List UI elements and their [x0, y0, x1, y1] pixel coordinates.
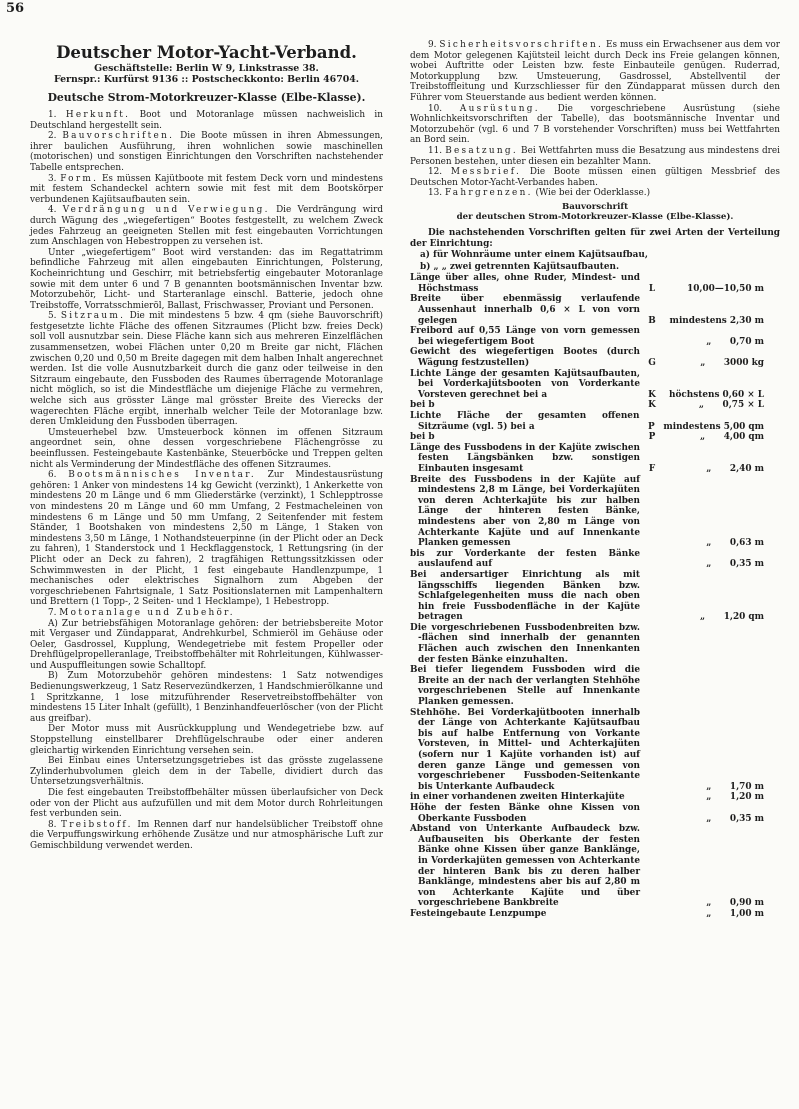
paragraph [30, 110, 383, 131]
paragraph-text: Die Verdrängung wird durch Wägung des „wiegefertigen“ Bootes festgestellt, zu welchem Zweck jedes Fahrzeug an geeigneten Stellen mit fest eingebauten Vorrichtungen zum Anschlagen von Hebestroppen zu versehen ist. [30, 205, 384, 248]
spec-symbol: P [648, 432, 656, 443]
paragraph [30, 428, 383, 470]
paragraph-heading: Treibstoff. [61, 819, 133, 830]
spec-value: „ 0,35 m [706, 813, 764, 824]
spec-value: „ 1,20 qm [700, 612, 764, 623]
spec-row [410, 665, 780, 707]
association-title: Deutscher Motor-Yacht-Verband. [56, 43, 357, 62]
spec-row [410, 400, 780, 411]
spec-value: „ 0,90 m [706, 898, 764, 909]
spec-label: Breite über ebenmässig verlaufende Aussenhaut innerhalb 0,6 × L von vorn gelegen [410, 294, 640, 326]
spec-label: Freibord auf 0,55 Länge von vorn gemessen bei wiegefertigem Boot [410, 326, 640, 347]
spec-value: „ 0,75 × L [698, 400, 764, 411]
spec-value: „ 4,00 qm [700, 432, 764, 443]
spec-symbol: B [648, 315, 656, 326]
paragraph-number: 7. [48, 607, 57, 618]
paragraph-heading: Ausrüstung. [459, 103, 540, 114]
paragraph-text: Die Boote müssen einen gültigen Messbrief des Deutschen Motor-Yacht-Verbandes haben. [410, 167, 780, 188]
paragraph-number: 11. [428, 145, 443, 156]
paragraph-heading: Besatzung. [445, 145, 518, 156]
spec-intro: Die nachstehenden Vorschriften gelten für zwei Arten der Verteilung der Einrichtung: [410, 227, 780, 249]
spec-label: Länge des Fussbodens in der Kajüte zwischen festen Längsbänken bzw. sonstigen Einbauten insgesamt [410, 442, 640, 474]
spec-value: „ 0,70 m [706, 336, 764, 347]
paragraph-heading: Herkunft. [65, 110, 131, 120]
spec-row [410, 411, 780, 432]
paragraph [410, 40, 780, 104]
paragraph [30, 671, 383, 724]
paragraph-text: Es müssen Kajütboote mit festem Deck vorn und mindestens mit festem Schandeckel achtern sowie mit fest mit dem Bootskörper verbundenen Kajütsaufbauten sein. [30, 173, 383, 205]
spec-row [410, 803, 780, 824]
paragraph-number: 3. [48, 173, 57, 184]
paragraph-number: 10. [428, 103, 443, 114]
class-title: Deutsche Strom-Motorkreuzer-Klasse (Elbe-Klasse). [47, 91, 366, 104]
paragraph-text: Die fest eingebauten Treibstoffbehälter müssen überlaufsicher von Deck oder von der Plicht aus aufzufüllen und mit dem Motor durch Rohrleitungen fest verbunden sein. [30, 788, 383, 820]
paragraph [30, 131, 383, 173]
paragraph-text: Bei Wettfahrten muss die Besatzung aus mindestens drei Personen bestehen, unter diesen ein bezahlter Mann. [410, 145, 780, 167]
paragraph-heading: Bauvorschriften. [62, 131, 175, 142]
spec-label: Gewicht des wiegefertigen Bootes (durch Wägung festzustellen) [410, 347, 640, 369]
paragraph-text: B) Zum Motorzubehör gehören mindestens: 1 Satz notwendiges Bedienungswerkzeug, 1 Satz Reservezündkerzen, 1 Handschmierölkanne und 1 Spritzkanne, 1 lose mitzuführender Reservetreibstoffbehälter von mindestens 15 Liter Inhalt (gefüllt), 1 Benzinhandfeuerlöscher (von der Plicht aus greifbar). [30, 671, 383, 724]
paragraph-text: Der Motor muss mit Ausrückkupplung und Wendegetriebe bzw. auf Stoppstellung einstellbarer Drehflügelschraube oder einer anderen gleichartig wirkenden Einrichtung versehen sein. [30, 724, 383, 756]
paragraph-number: 9. [428, 40, 437, 50]
spec-row [410, 824, 780, 909]
paragraph-text: Im Rennen darf nur handelsüblicher Treibstoff ohne die Verpuffungswirkung erhöhende Zusätze und nur atmosphärische Luft zur Gemischbildung verwendet werden. [30, 819, 384, 851]
spec-label: Bei andersartiger Einrichtung als mit längsschiffs liegenden Bänken bzw. Schlafgelegenheiten muss die nach oben hin freie Fussbodenfläche in der Kajüte betragen [410, 569, 640, 623]
spec-label: Bei tiefer liegendem Fussboden wird die Breite an der nach der verlangten Stehhöhe vorgeschriebenen Stelle auf Innenkante Planken gemessen. [410, 665, 640, 708]
spec-row [410, 909, 780, 920]
spec-row [410, 792, 780, 803]
paragraph [30, 205, 383, 247]
spec-value: „ 1,70 m [706, 781, 764, 792]
paragraph [30, 608, 383, 619]
paragraph [30, 311, 383, 428]
paragraph-heading: Messbrief. [450, 167, 522, 178]
right-paragraphs [410, 40, 780, 199]
spec-value: mindestens 2,30 m [669, 315, 764, 326]
spec-symbol: P [648, 421, 655, 432]
spec-row [410, 347, 780, 368]
paragraph-text: Unter „wiegefertigem“ Boot wird verstanden: das im Regattatrimm befindliche Fahrzeug mit allen eingebauten Einrichtungen, Polsterung, Kocheinrichtung und Geschirr, mit betriebsfertig eingebauter Motoranlage sowie mit dem unter 6 und 7 B genannten bootsmännischen Inventar bzw. Motorzubehör, Licht- und Starteranlage einschl. Batterie, jedoch ohne Treibstoffe, Vorratsschmieröl, Ballast, Frischwasser, Proviant und Personen. [30, 247, 383, 311]
spec-label: Höhe der festen Bänke ohne Kissen von Oberkante Fussboden [410, 802, 640, 824]
paragraph-number: 5. [48, 311, 57, 322]
spec-row [410, 369, 780, 401]
spec-label: bei b [410, 400, 435, 411]
spec-symbol: G [648, 358, 656, 369]
paragraph-text: Die Boote müssen in ihren Abmessungen, ihrer baulichen Ausführung, ihren wohnlichen sowie maschinellen (motorischen) und sonstigen Einrichtungen den Vorschriften nachstehender Tabelle entsprechen. [30, 131, 383, 173]
spec-label: Lichte Länge der gesamten Kajütsaufbauten, bei Vorderkajütsbooten von Vorderkante Vorsteven gerechnet bei a [410, 368, 640, 400]
spec-value: „ 2,40 m [706, 463, 764, 474]
paragraph-text: Es muss ein Erwachsener aus dem vor dem Motor gelegenen Kajütsteil leicht durch Deck ins Freie gelangen können, wobei Auftritte oder Leisten bzw. feste Einbauteile genügen. Ruderrad, Motorkupplung bzw. Umsteuerung, Gasdrossel, Abstellventil der Treibstoffleitung und Kurzschliesser für den Zündapparat müssen durch den Führer vom Steuerstande aus bedient werden können. [410, 40, 780, 103]
spec-row [410, 294, 780, 326]
variant-a: a) für Wohnräume unter einem Kajütsaufbau, [420, 250, 648, 261]
spec-label: bei b [410, 432, 435, 443]
paragraph-number: 6. [48, 470, 57, 481]
spec-row [410, 443, 780, 475]
page-number: 56 [6, 1, 25, 16]
spec-label: Festeingebaute Lenzpumpe [410, 908, 547, 919]
left-paragraphs [30, 110, 383, 852]
paragraph-heading: Sitzraum. [60, 311, 126, 322]
paragraph [30, 788, 383, 820]
spec-row [410, 326, 780, 347]
paragraph [30, 248, 383, 312]
spec-value: mindestens 5,00 qm [663, 421, 764, 432]
paragraph [30, 724, 383, 756]
spec-symbol: L [648, 283, 656, 294]
paragraph-text: (Wie bei der Oderklasse.) [535, 188, 651, 199]
paragraph-number: 8. [48, 819, 57, 830]
variant-b: b) „ „ zwei getrennten Kajütsaufbauten. [420, 261, 620, 272]
spec-label: Abstand von Unterkante Aufbaudeck bzw. Aufbauseiten bis Oberkante der festen Bänke ohne Kissen über ganze Banklänge, in Vorderkajüten gemessen von Achterkante der hinteren Bank bis zu deren halber Banklänge, mindestens aber bis auf 2,80 m von Achterkante Kajüte und über vorgeschriebene Bankbreite [410, 824, 640, 909]
spec-label: Lichte Fläche der gesamten offenen Sitzräume (vgl. 5) bei a [410, 411, 640, 432]
spec-title: Bauvorschrift [561, 201, 629, 212]
spec-subtitle: der deutschen Strom-Motorkreuzer-Klasse (Elbe-Klasse). [456, 211, 734, 222]
paragraph-number: 4. [48, 205, 57, 216]
office-address: Geschäftstelle: Berlin W 9, Linkstrasse 38. [94, 63, 319, 74]
paragraph-text: Bei Einbau eines Untersetzungsgetriebes ist das grösste zugelassene Zylinderhubvolumen gleich dem in der Tabelle, dividiert durch das Untersetzungsverhältnis. [30, 756, 383, 788]
spec-row [410, 623, 780, 665]
spec-row [410, 273, 780, 294]
spec-symbol: K [648, 389, 656, 400]
paragraph [410, 146, 780, 167]
paragraph-text: Zur Mindestausrüstung gehören: 1 Anker von mindestens 14 kg Gewicht (verzinkt), 1 Ankerkette von mindestens 20 m Länge und 6 mm Gliederstärke (verzinkt), 1 Schlepptrosse von mindestens 20 m Länge und 60 mm Umfang, 2 Festmacheleinen von mindestens 6 m Länge und 50 mm Umfang, 2 Seitenfender mit festem Ständer, 1 Bootshaken von mindestens 2,50 m Länge, 1 Staken von mindestens 3,50 m Länge, 1 Nothandsteuerpinne (in der Plicht oder an Deck zu fahren), 1 Standerstock und 1 Heckflaggenstock, 1 Rettungsring (in der Plicht oder an Deck zu fahren), 2 tragfähigen Rettungssitzkissen oder Schwimmwesten in der Plicht, 1 fest eingebaute Handlenzpumpe, 1 mechanisches oder elektrisches Signalhorn zum Abgeben der vorgeschriebenen Fahrtsignale, 1 Satz Positionslaternen mit Lampenhaltern und Brettern (1 Topp-, 2 Seiten- und 1 Hecklampe), 1 Hebestropp. [30, 470, 383, 608]
paragraph-heading: Form. [60, 173, 99, 184]
spec-label: Breite des Fussbodens in der Kajüte auf mindestens 2,8 m Länge, bei Vorderkajüten von deren Achterkajüte bis zur halben Länge der hinteren festen Bänke, mindestens aber von 2,80 m Länge von Achterkante Kajüte und auf Innenkante Planken gemessen [410, 474, 640, 549]
paragraph-heading: Verdrängung und Verwiegung. [62, 205, 270, 216]
paragraph [410, 104, 780, 146]
spec-row [410, 549, 780, 570]
paragraph [410, 188, 780, 199]
left-column [30, 40, 383, 852]
paragraph-number: 1. [48, 110, 57, 120]
paragraph [30, 174, 383, 206]
spec-value: „ 1,20 m [706, 792, 764, 803]
paragraph-text: Die mit mindestens 5 bzw. 4 qm (siehe Bauvorschrift) festgesetzte lichte Fläche des offenen Sitzraumes (Plicht bzw. freies Deck) soll voll ausnutzbar sein. Diese Fläche kann sich aus mehreren Einzelflächen zusammensetzen, wobei Flächen unter 0,20 m Breite gar nicht, Flächen zwischen 0,20 und 0,50 m Breite dagegen mit dem halben Inhalt angerechnet werden. Ist die volle Ausnutzbarkeit durch die ganz oder teilweise in den Sitzraum eingebaute, den Fussboden des Raumes überragende Motoranlage nicht möglich, so ist die Mindestfläche um diejenige Fläche zu vermehren, welche sich aus grösster Länge mal grösster Breite des Vierecks der wagerechten Fläche ergibt, innerhalb welcher Teile der Motoranlage bzw. deren Umkleidung den Fussboden überragen. [30, 311, 384, 428]
spec-value: „ 1,00 m [706, 908, 764, 919]
spec-row [410, 708, 780, 793]
spec-symbol: F [648, 463, 656, 474]
spec-table [410, 273, 780, 919]
spec-value: höchstens 0,60 × L [669, 389, 764, 400]
spec-label: bis zur Vorderkante der festen Bänke auslaufend auf [410, 548, 640, 570]
paragraph-heading: Fahrgrenzen. [444, 188, 533, 199]
spec-symbol: K [648, 400, 656, 411]
paragraph-heading: Bootsmännisches Inventar. [68, 470, 256, 481]
spec-value: „ 0,63 m [706, 538, 764, 549]
paragraph [30, 756, 383, 788]
paragraph-text: Die vorgeschriebene Ausrüstung (siehe Wohnlichkeitsvorschriften der Tabelle), das bootsmännische Inventar und Motorzubehör (vgl. 6 und 7 B vorstehender Vorschriften) muss bei Wettfahrten an Bord sein. [410, 103, 780, 146]
spec-row [410, 475, 780, 549]
spec-label: Die vorgeschriebenen Fussbodenbreiten bzw. -flächen sind innerhalb der genannten Flächen auch zwischen den Innenkanten der festen Bänke einzuhalten. [410, 622, 640, 665]
paragraph [30, 820, 383, 852]
spec-label: Länge über alles, ohne Ruder, Mindest- und Höchstmass [410, 273, 640, 294]
contact-line: Fernspr.: Kurfürst 9136 :: Postscheckkonto: Berlin 46704. [53, 74, 360, 85]
spec-row [410, 432, 780, 443]
right-column [410, 40, 780, 920]
paragraph-number: 12. [428, 167, 443, 178]
paragraph-number: 13. [428, 188, 443, 199]
paragraph [30, 619, 383, 672]
spec-label: in einer vorhandenen zweiten Hinterkajüte [410, 792, 625, 803]
paragraph-heading: Sicherheitsvorschriften. [439, 40, 604, 50]
spec-value: 10,00—10,50 m [687, 283, 764, 294]
paragraph-heading: Motoranlage und Zubehör. [59, 607, 235, 618]
paragraph [30, 470, 383, 608]
paragraph [410, 167, 780, 188]
paragraph-number: 2. [48, 131, 57, 142]
paragraph-text: Boot und Motoranlage müssen nachweislich in Deutschland hergestellt sein. [30, 110, 383, 131]
spec-label: Stehhöhe. Bei Vorderkajütbooten innerhalb der Länge von Achterkante Kajütsaufbau bis auf halbe Entfernung von Vorkante Vorsteven, in Mittel- und Achterkajüten (sofern nur 1 Kajüte vorhanden ist) auf deren ganze Länge und gemessen von vorgeschriebener Fussboden-Seitenkante bis Unterkante Aufbaudeck [410, 707, 640, 792]
spec-value: „ 3000 kg [700, 358, 764, 369]
spec-value: „ 0,35 m [706, 559, 764, 570]
paragraph-text: Umsteuerhebel bzw. Umsteuerbock können im offenen Sitzraum angeordnet sein, ohne dessen vorgeschriebene Flächengrösse zu beeinflussen. Festeingebaute Kastenbänke, Steuerböcke und Treppen gelten nicht als Verminderung der Mindestfläche des offenen Sitzraumes. [30, 427, 383, 470]
spec-row [410, 570, 780, 623]
paragraph-text: A) Zur betriebsfähigen Motoranlage gehören: der betriebsbereite Motor mit Vergaser und Zündapparat, Andrehkurbel, Schmieröl im Gehäuse oder Oeler, Gasdrossel, Kupplung, Wendegetriebe mit festem Propeller oder Drehflügelpropelleranlage, Treibstoffbehälter mit Rohrleitungen, Kühlwasser- und Auspuffleitungen sowie Schalltopf. [30, 618, 383, 671]
